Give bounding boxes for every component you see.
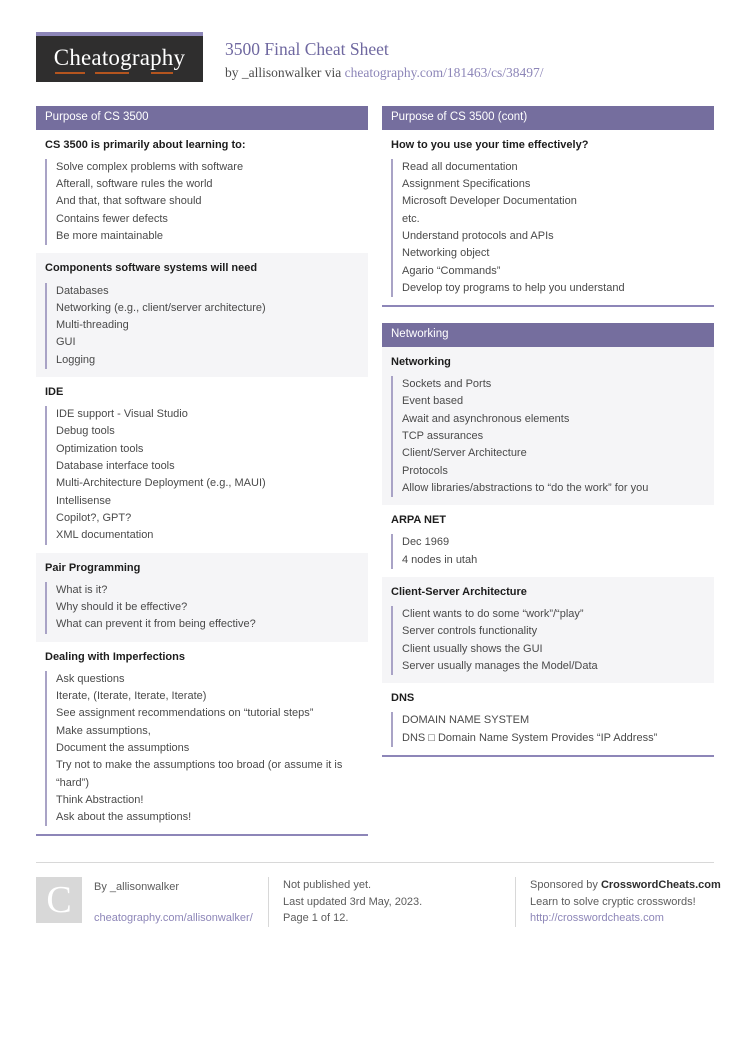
section-row: Networking object — [402, 247, 490, 260]
section-row: Ask questions — [56, 672, 125, 685]
section-block-heading: Components software systems will need — [45, 262, 258, 275]
section-row: Be more maintainable — [56, 230, 164, 243]
section-card — [36, 106, 368, 836]
section-row: Client wants to do some “work”/“play” — [402, 608, 584, 621]
section-block-heading: IDE — [45, 385, 64, 398]
section-row: Make assumptions, — [56, 724, 151, 737]
section-row: Await and asynchronous elements — [402, 412, 570, 425]
cheatography-logo[interactable] — [36, 32, 203, 82]
section-block-heading: Pair Programming — [45, 561, 141, 574]
section-row: Protocols — [402, 464, 448, 477]
section-row: Document the assumptions — [56, 742, 190, 754]
section-block — [36, 553, 368, 642]
section-row-list — [391, 376, 705, 497]
section-row: Debug tools — [56, 425, 115, 438]
footer-sponsor-name: CrosswordCheats.com — [600, 879, 721, 892]
section-row: GUI — [56, 336, 76, 349]
section-row: 4 nodes in utah — [402, 553, 478, 566]
footer-author-name: By _allisonwalker — [94, 881, 179, 894]
section-block-heading: Networking — [391, 355, 451, 368]
section-block — [382, 505, 714, 577]
byline-source-link[interactable]: cheatography.com/181463/cs/38497/ — [344, 64, 544, 80]
footer-sponsor-line — [530, 877, 744, 894]
section-block-heading: DNS — [391, 692, 415, 705]
section-row: Think Abstraction! — [56, 793, 144, 806]
section-row: Read all documentation — [402, 160, 518, 173]
section-block-body — [36, 406, 368, 552]
footer-last-updated: Last updated 3rd May, 2023. — [283, 895, 423, 908]
footer-author-block — [36, 877, 268, 927]
footer-publish-status: Not published yet. — [283, 879, 372, 892]
section-row: Databases — [56, 284, 109, 297]
section-row-list — [45, 159, 359, 245]
section-block — [36, 253, 368, 377]
section-row: Client/Server Architecture — [402, 447, 527, 460]
byline-author: _allisonwalker — [241, 64, 322, 80]
section-row: What can prevent it from being effective? — [56, 618, 256, 631]
section-row: Understand protocols and APIs — [402, 230, 554, 243]
section-row: And that, that software should — [56, 195, 202, 208]
section-card-title: Purpose of CS 3500 — [36, 106, 368, 130]
section-row: DOMAIN NAME SYSTEM — [402, 714, 530, 727]
content-columns — [36, 106, 714, 852]
section-block — [382, 577, 714, 683]
section-row: Client usually shows the GUI — [402, 642, 543, 655]
section-row: Develop toy programs to help you understand — [402, 281, 625, 294]
section-card — [382, 106, 714, 307]
section-block-body — [382, 159, 714, 305]
section-card-title: Purpose of CS 3500 (cont) — [382, 106, 714, 130]
section-row: IDE support - Visual Studio — [56, 408, 188, 421]
section-row: etc. — [402, 212, 420, 225]
section-block — [36, 642, 368, 835]
section-row: Intellisense — [56, 494, 112, 507]
section-block — [382, 683, 714, 755]
section-block — [382, 347, 714, 505]
section-row: Afterall, software rules the world — [56, 178, 213, 191]
section-row: Contains fewer defects — [56, 212, 168, 225]
cheatography-logo-text: Cheatography — [54, 45, 185, 74]
section-row-list — [391, 712, 705, 747]
section-row-list — [391, 534, 705, 569]
section-row: Agario “Commands” — [402, 264, 501, 277]
section-row: Sockets and Ports — [402, 378, 492, 391]
section-row: Server controls functionality — [402, 625, 538, 638]
section-row: Server usually manages the Model/Data — [402, 659, 598, 672]
footer-sponsor-block — [515, 877, 744, 927]
section-block-body — [36, 283, 368, 377]
footer-publish-block — [268, 877, 515, 927]
section-row: Multi-threading — [56, 319, 129, 332]
section-block-heading: ARPA NET — [391, 514, 446, 527]
column-left — [36, 106, 368, 852]
section-row: Microsoft Developer Documentation — [402, 195, 577, 208]
section-block-body — [382, 376, 714, 505]
section-card — [382, 323, 714, 757]
byline-by-prefix: by — [225, 64, 242, 80]
section-row: Logging — [56, 353, 96, 366]
byline-via: via — [321, 64, 345, 80]
masthead — [36, 0, 714, 88]
section-card-title: Networking — [382, 323, 714, 347]
byline — [225, 65, 544, 81]
section-block-heading: Dealing with Imperfections — [45, 650, 185, 663]
section-row: Database interface tools — [56, 460, 175, 473]
column-right — [382, 106, 714, 773]
section-block — [36, 377, 368, 553]
page-title: 3500 Final Cheat Sheet — [225, 39, 389, 59]
section-row: Networking (e.g., client/server architecture) — [56, 301, 266, 314]
section-row-list — [45, 582, 359, 634]
footer-page-number: Page 1 of 12. — [283, 912, 349, 925]
footer-profile-link[interactable]: cheatography.com/allisonwalker/ — [94, 911, 253, 924]
section-row: Allow libraries/abstractions to “do the work” for you — [402, 481, 649, 494]
section-block-body — [382, 606, 714, 683]
footer-sponsor-prefix: Sponsored by — [530, 879, 601, 892]
section-block-heading: How to you use your time effectively? — [391, 138, 589, 151]
section-row: XML documentation — [56, 529, 154, 542]
section-row: Assignment Specifications — [402, 178, 531, 191]
section-row: Dec 1969 — [402, 536, 450, 549]
section-row: Optimization tools — [56, 442, 144, 455]
footer-sponsor-tagline: Learn to solve cryptic crosswords! — [530, 895, 696, 908]
section-row: Ask about the assumptions! — [56, 811, 192, 824]
section-row: Iterate, (Iterate, Iterate, Iterate) — [56, 690, 207, 703]
section-row: What is it? — [56, 583, 108, 596]
section-block — [36, 130, 368, 254]
section-row: Event based — [402, 395, 464, 408]
section-row-list — [45, 671, 359, 827]
avatar: C — [36, 877, 82, 923]
section-row-list — [391, 606, 705, 675]
section-row: Multi-Architecture Deployment (e.g., MAUI) — [56, 477, 266, 490]
section-row: Copilot?, GPT? — [56, 511, 132, 524]
section-row: TCP assurances — [402, 429, 484, 442]
section-block-body — [382, 712, 714, 755]
section-row-list — [391, 159, 705, 297]
section-block-body — [382, 534, 714, 577]
section-block-body — [36, 671, 368, 835]
section-row-list — [45, 283, 359, 369]
section-block-heading: CS 3500 is primarily about learning to: — [45, 138, 246, 151]
section-row: Solve complex problems with software — [56, 160, 244, 173]
page-footer — [36, 862, 721, 927]
footer-sponsor-link[interactable]: http://crosswordcheats.com — [530, 912, 664, 925]
section-block — [382, 130, 714, 306]
section-row: See assignment recommendations on “tutorial steps” — [56, 707, 314, 720]
section-block-body — [36, 582, 368, 642]
title-block — [203, 32, 544, 81]
section-row: Try not to make the assumptions too broad (or assume it is “hard”) — [56, 759, 343, 789]
section-row: Why should it be effective? — [56, 601, 188, 614]
section-block-heading: Client-Server Architecture — [391, 585, 527, 598]
section-block-body — [36, 159, 368, 253]
section-row: DNS □ Domain Name System Provides “IP Address” — [402, 731, 658, 744]
section-row-list — [45, 406, 359, 544]
